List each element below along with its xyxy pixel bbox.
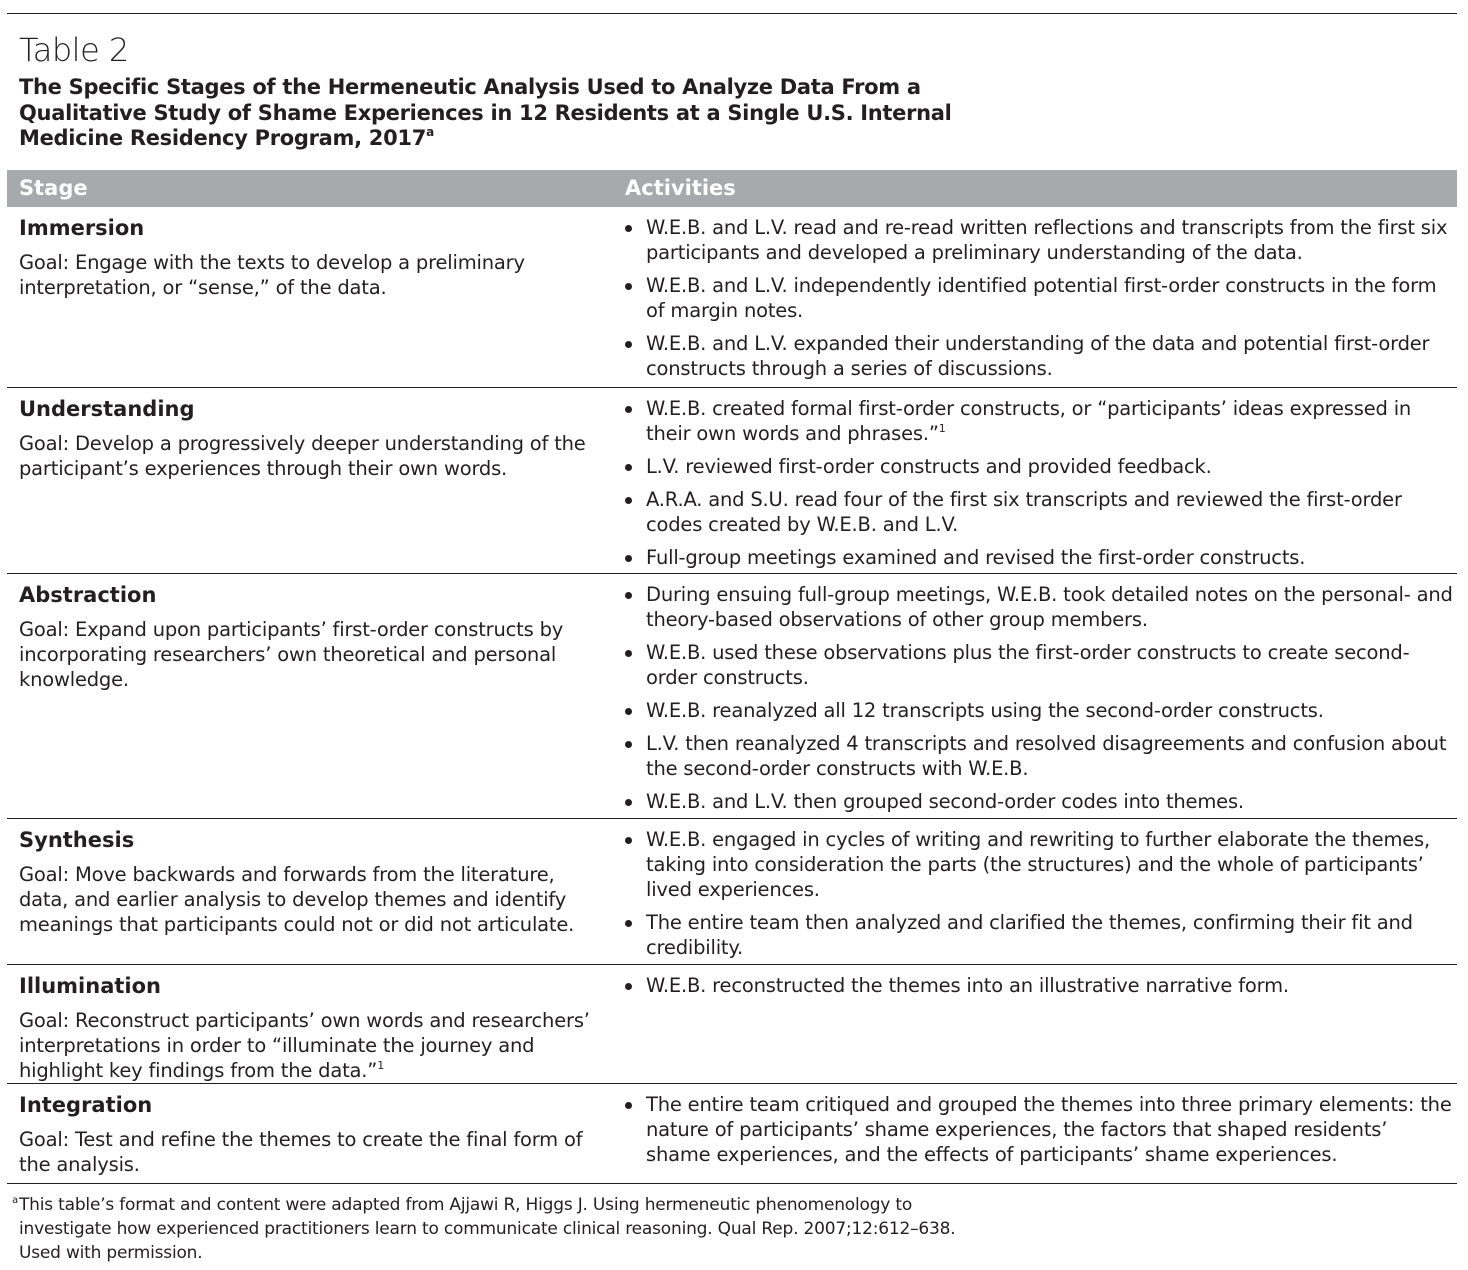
activity-item <box>621 331 1453 381</box>
activity-item <box>621 789 1453 814</box>
activity-text: W.E.B. engaged in cycles of writing and rewriting to further elaborate the themes, taking into consideration the parts (the structures) and the whole of participants’ lived experiences. <box>646 828 1430 901</box>
footnote-text: This table’s format and content were adapted from Ajjawi R, Higgs J. Using hermeneutic phenomenology to investigate how experienced practitioners learn to communicate clinical reasoning. Qual Rep. 2007;12:612–638. Used with permission. <box>19 1195 956 1263</box>
table-label: Table 2 <box>19 31 129 69</box>
activity-item <box>621 731 1453 781</box>
column-header-activities: Activities <box>625 176 736 200</box>
activity-text: W.E.B. reanalyzed all 12 transcripts using the second-order constructs. <box>646 699 1324 722</box>
activity-item <box>621 1092 1453 1167</box>
activity-item <box>621 698 1453 723</box>
table-title-footnote-mark: a <box>426 125 434 139</box>
activity-item <box>621 396 1453 446</box>
activity-item <box>621 827 1453 902</box>
stage-name: Understanding <box>19 397 195 421</box>
activity-text: W.E.B. reconstructed the themes into an illustrative narrative form. <box>646 974 1289 997</box>
stage-goal-text: Goal: Engage with the texts to develop a preliminary interpretation, or “sense,” of the data. <box>19 251 525 299</box>
activity-item <box>621 215 1453 265</box>
stage-cell <box>19 396 597 481</box>
stage-name: Synthesis <box>19 828 135 852</box>
table-row <box>7 207 1457 388</box>
activity-item <box>621 454 1453 479</box>
table-title-text: The Specific Stages of the Hermeneutic Analysis Used to Analyze Data From a Qualitative Study of Shame Experiences in 12 Residents at a Single U.S. Internal Medicine Residency Program, 2017 <box>19 75 952 150</box>
stage-cell <box>19 215 597 300</box>
activity-text: The entire team then analyzed and clarified the themes, confirming their fit and credibility. <box>646 911 1413 959</box>
table-row <box>7 574 1457 819</box>
activity-text: W.E.B. created formal first-order constructs, or “participants’ ideas expressed in their own words and phrases.” <box>646 397 1412 445</box>
activity-text: W.E.B. and L.V. independently identified potential first-order constructs in the form of margin notes. <box>646 274 1437 322</box>
activity-item <box>621 487 1453 537</box>
table-header <box>7 170 1457 207</box>
stage-cell <box>19 582 597 692</box>
activity-item <box>621 582 1453 632</box>
table-row <box>7 388 1457 574</box>
stage-goal-text: Goal: Develop a progressively deeper understanding of the participant’s experiences through their own words. <box>19 432 586 480</box>
citation-mark: 1 <box>377 1059 385 1072</box>
stage-name: Illumination <box>19 974 161 998</box>
activity-text: L.V. reviewed first-order constructs and provided feedback. <box>646 455 1212 478</box>
stage-goal-text: Goal: Move backwards and forwards from the literature, data, and earlier analysis to develop themes and identify meanings that participants could not or did not articulate. <box>19 863 575 936</box>
stage-name: Immersion <box>19 216 145 240</box>
activity-text: W.E.B. and L.V. then grouped second-order codes into themes. <box>646 790 1244 813</box>
stage-goal <box>19 862 597 937</box>
activity-text: W.E.B. used these observations plus the first-order constructs to create second-order constructs. <box>646 641 1410 689</box>
footnote-mark: a <box>12 1195 18 1206</box>
activities-cell <box>621 215 1453 389</box>
citation-mark: 1 <box>938 422 946 435</box>
activity-text: L.V. then reanalyzed 4 transcripts and resolved disagreements and confusion about the second-order constructs with W.E.B. <box>646 732 1447 780</box>
activity-text: During ensuing full-group meetings, W.E.B. took detailed notes on the personal- and theory-based observations of other group members. <box>646 583 1453 631</box>
table-row <box>7 819 1457 965</box>
table-footnote <box>12 1193 999 1265</box>
table-row <box>7 1084 1457 1184</box>
table-title <box>19 75 979 152</box>
stage-goal <box>19 1127 597 1177</box>
top-rule <box>7 13 1457 14</box>
stage-goal <box>19 617 597 692</box>
stage-goal <box>19 431 597 481</box>
activity-text: A.R.A. and S.U. read four of the first six transcripts and reviewed the first-order codes created by W.E.B. and L.V. <box>646 488 1402 536</box>
stage-cell <box>19 827 597 937</box>
stage-cell <box>19 973 597 1083</box>
activity-item <box>621 273 1453 323</box>
column-header-stage: Stage <box>19 176 88 200</box>
table-row <box>7 965 1457 1084</box>
stage-name: Integration <box>19 1093 153 1117</box>
stage-goal-text: Goal: Expand upon participants’ first-order constructs by incorporating researchers’ own theoretical and personal knowledge. <box>19 618 564 691</box>
activity-text: Full-group meetings examined and revised the first-order constructs. <box>646 546 1306 569</box>
activity-item <box>621 910 1453 960</box>
stage-name: Abstraction <box>19 583 157 607</box>
activity-text: W.E.B. and L.V. expanded their understanding of the data and potential first-order constructs through a series of discussions. <box>646 332 1430 380</box>
activity-text: W.E.B. and L.V. read and re-read written reflections and transcripts from the first six participants and developed a preliminary understanding of the data. <box>646 216 1448 264</box>
activities-cell <box>621 582 1453 822</box>
activities-cell <box>621 1092 1453 1175</box>
stage-goal-text: Goal: Reconstruct participants’ own words and researchers’ interpretations in order to “illuminate the journey and highlight key findings from the data.” <box>19 1009 590 1082</box>
activity-item <box>621 640 1453 690</box>
stage-goal-text: Goal: Test and refine the themes to create the final form of the analysis. <box>19 1128 583 1176</box>
stage-goal <box>19 250 597 300</box>
stage-goal <box>19 1008 597 1083</box>
activities-cell <box>621 396 1453 578</box>
activities-cell <box>621 827 1453 968</box>
activity-item <box>621 973 1453 998</box>
table-body <box>7 207 1457 1184</box>
activities-cell <box>621 973 1453 1006</box>
activity-item <box>621 545 1453 570</box>
activity-text: The entire team critiqued and grouped the themes into three primary elements: the nature of participants’ shame experiences, the factors that shaped residents’ shame experiences, and the effects of participants’ shame experiences. <box>646 1093 1452 1166</box>
stage-cell <box>19 1092 597 1177</box>
